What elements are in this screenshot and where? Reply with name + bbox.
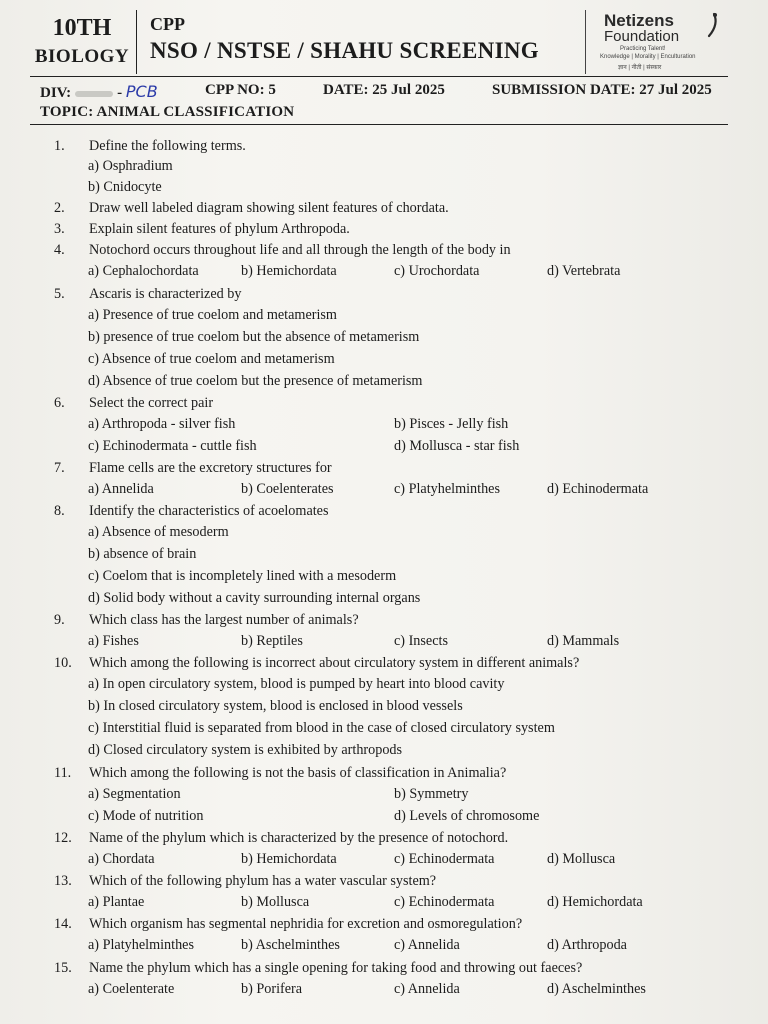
option: c) Mode of nutrition bbox=[88, 808, 204, 824]
option: a) In open circulatory system, blood is pumped by heart into blood cavity bbox=[88, 676, 505, 692]
question-text: Ascaris is characterized by bbox=[89, 286, 242, 302]
question-text: Define the following terms. bbox=[89, 138, 246, 154]
submission-date: SUBMISSION DATE: 27 Jul 2025 bbox=[492, 82, 712, 98]
question-text: Which among the following is not the basis of classification in Animalia? bbox=[89, 765, 507, 781]
option: c) Interstitial fluid is separated from blood in the case of closed circulatory system bbox=[88, 720, 555, 736]
question-number: 4. bbox=[54, 242, 65, 258]
question-text: Which among the following is incorrect about circulatory system in different animals? bbox=[89, 655, 580, 671]
question-number: 3. bbox=[54, 221, 65, 237]
question-number: 10. bbox=[54, 655, 72, 671]
topic-rule bbox=[30, 124, 728, 125]
option: a) Cephalochordata bbox=[88, 263, 199, 279]
option: b) Porifera bbox=[241, 981, 303, 997]
logo-divider bbox=[585, 10, 586, 74]
option: d) Mammals bbox=[547, 633, 620, 649]
question-text: Select the correct pair bbox=[89, 395, 214, 411]
option: b) Symmetry bbox=[394, 786, 469, 802]
logo-values: Knowledge | Morality | Enculturation bbox=[600, 54, 696, 60]
option: c) Echinodermata bbox=[394, 894, 495, 910]
question-text: Explain silent features of phylum Arthropoda. bbox=[89, 221, 350, 237]
question-number: 7. bbox=[54, 460, 65, 476]
question-number: 13. bbox=[54, 873, 72, 889]
option: b) Hemichordata bbox=[241, 851, 337, 867]
option: a) Arthropoda - silver fish bbox=[88, 416, 236, 432]
header-divider bbox=[136, 10, 137, 74]
redacted-mark bbox=[75, 91, 113, 97]
option: b) presence of true coelom but the absence of metamerism bbox=[88, 329, 420, 345]
topic-title: TOPIC: ANIMAL CLASSIFICATION bbox=[40, 104, 295, 120]
question-text: Notochord occurs throughout life and all through the length of the body in bbox=[89, 242, 511, 258]
question-text: Draw well labeled diagram showing silent features of chordata. bbox=[89, 200, 449, 216]
grade-subject-block bbox=[34, 14, 130, 69]
question-number: 11. bbox=[54, 765, 72, 781]
question-text: Which of the following phylum has a water vascular system? bbox=[89, 873, 437, 889]
option: d) Hemichordata bbox=[547, 894, 643, 910]
question-text: Which organism has segmental nephridia for excretion and osmoregulation? bbox=[89, 916, 523, 932]
option: d) Solid body without a cavity surrounding internal organs bbox=[88, 590, 421, 606]
option: d) Mollusca bbox=[547, 851, 616, 867]
header-rule bbox=[30, 76, 728, 77]
logo-name: Netizens bbox=[604, 11, 674, 30]
option: c) Echinodermata bbox=[394, 851, 495, 867]
option: a) Presence of true coelom and metamerism bbox=[88, 307, 337, 323]
option: b) Aschelminthes bbox=[241, 937, 340, 953]
option: c) Echinodermata - cuttle fish bbox=[88, 438, 257, 454]
question-number: 15. bbox=[54, 960, 72, 976]
question-number: 9. bbox=[54, 612, 65, 628]
option: d) Closed circulatory system is exhibited by arthropods bbox=[88, 742, 403, 758]
option: b) Coelenterates bbox=[241, 481, 334, 497]
option: b) absence of brain bbox=[88, 546, 197, 562]
option: a) Osphradium bbox=[88, 158, 173, 174]
question-number: 2. bbox=[54, 200, 65, 216]
option: b) In closed circulatory system, blood is enclosed in blood vessels bbox=[88, 698, 463, 714]
subject-label: BIOLOGY bbox=[34, 46, 130, 67]
div-handwritten: PCB bbox=[125, 82, 158, 101]
option: b) Hemichordata bbox=[241, 263, 337, 279]
option: a) Chordata bbox=[88, 851, 155, 867]
logo-tagline: Practicing Talent! bbox=[620, 46, 666, 52]
option: a) Absence of mesoderm bbox=[88, 524, 229, 540]
logo-hindi: ज्ञान | नीती | संस्कार bbox=[618, 65, 662, 71]
question-text: Name the phylum which has a single opening for taking food and throwing out faeces? bbox=[89, 960, 583, 976]
option: a) Plantae bbox=[88, 894, 145, 910]
grade-label: 10TH bbox=[52, 15, 112, 41]
question-number: 8. bbox=[54, 503, 65, 519]
question-text: Flame cells are the excretory structures for bbox=[89, 460, 332, 476]
option: d) Aschelminthes bbox=[547, 981, 646, 997]
option: b) Pisces - Jelly fish bbox=[394, 416, 509, 432]
cpp-number: CPP NO: 5 bbox=[205, 82, 276, 98]
option: a) Platyhelminthes bbox=[88, 937, 194, 953]
question-text: Name of the phylum which is characterized by the presence of notochord. bbox=[89, 830, 509, 846]
option: b) Cnidocyte bbox=[88, 179, 162, 195]
option: b) Reptiles bbox=[241, 633, 303, 649]
option: d) Vertebrata bbox=[547, 263, 621, 279]
issue-date: DATE: 25 Jul 2025 bbox=[323, 82, 445, 98]
option: d) Levels of chromosome bbox=[394, 808, 540, 824]
option: a) Annelida bbox=[88, 481, 154, 497]
option: d) Mollusca - star fish bbox=[394, 438, 520, 454]
question-text: Identify the characteristics of acoelomates bbox=[89, 503, 329, 519]
question-number: 1. bbox=[54, 138, 65, 154]
option: c) Insects bbox=[394, 633, 448, 649]
option: c) Coelom that is incompletely lined with a mesoderm bbox=[88, 568, 397, 584]
option: d) Absence of true coelom but the presence of metamerism bbox=[88, 373, 423, 389]
div-label: DIV: bbox=[40, 85, 72, 101]
div-field: DIV: - PCB bbox=[40, 82, 158, 101]
question-number: 5. bbox=[54, 286, 65, 302]
logo-mark-icon bbox=[706, 12, 718, 38]
logo-sub: Foundation bbox=[604, 28, 680, 45]
option: d) Arthropoda bbox=[547, 937, 627, 953]
option: c) Platyhelminthes bbox=[394, 481, 500, 497]
question-text: Which class has the largest number of animals? bbox=[89, 612, 359, 628]
option: c) Absence of true coelom and metamerism bbox=[88, 351, 335, 367]
option: c) Annelida bbox=[394, 937, 460, 953]
option: a) Segmentation bbox=[88, 786, 181, 802]
question-number: 12. bbox=[54, 830, 72, 846]
option: a) Coelenterate bbox=[88, 981, 175, 997]
question-number: 6. bbox=[54, 395, 65, 411]
netizens-logo bbox=[596, 12, 726, 71]
option: c) Annelida bbox=[394, 981, 460, 997]
cpp-tag: CPP bbox=[150, 14, 185, 34]
option: a) Fishes bbox=[88, 633, 139, 649]
exam-title: NSO / NSTSE / SHAHU SCREENING bbox=[150, 38, 539, 63]
question-number: 14. bbox=[54, 916, 72, 932]
option: d) Echinodermata bbox=[547, 481, 649, 497]
option: c) Urochordata bbox=[394, 263, 480, 279]
option: b) Mollusca bbox=[241, 894, 310, 910]
